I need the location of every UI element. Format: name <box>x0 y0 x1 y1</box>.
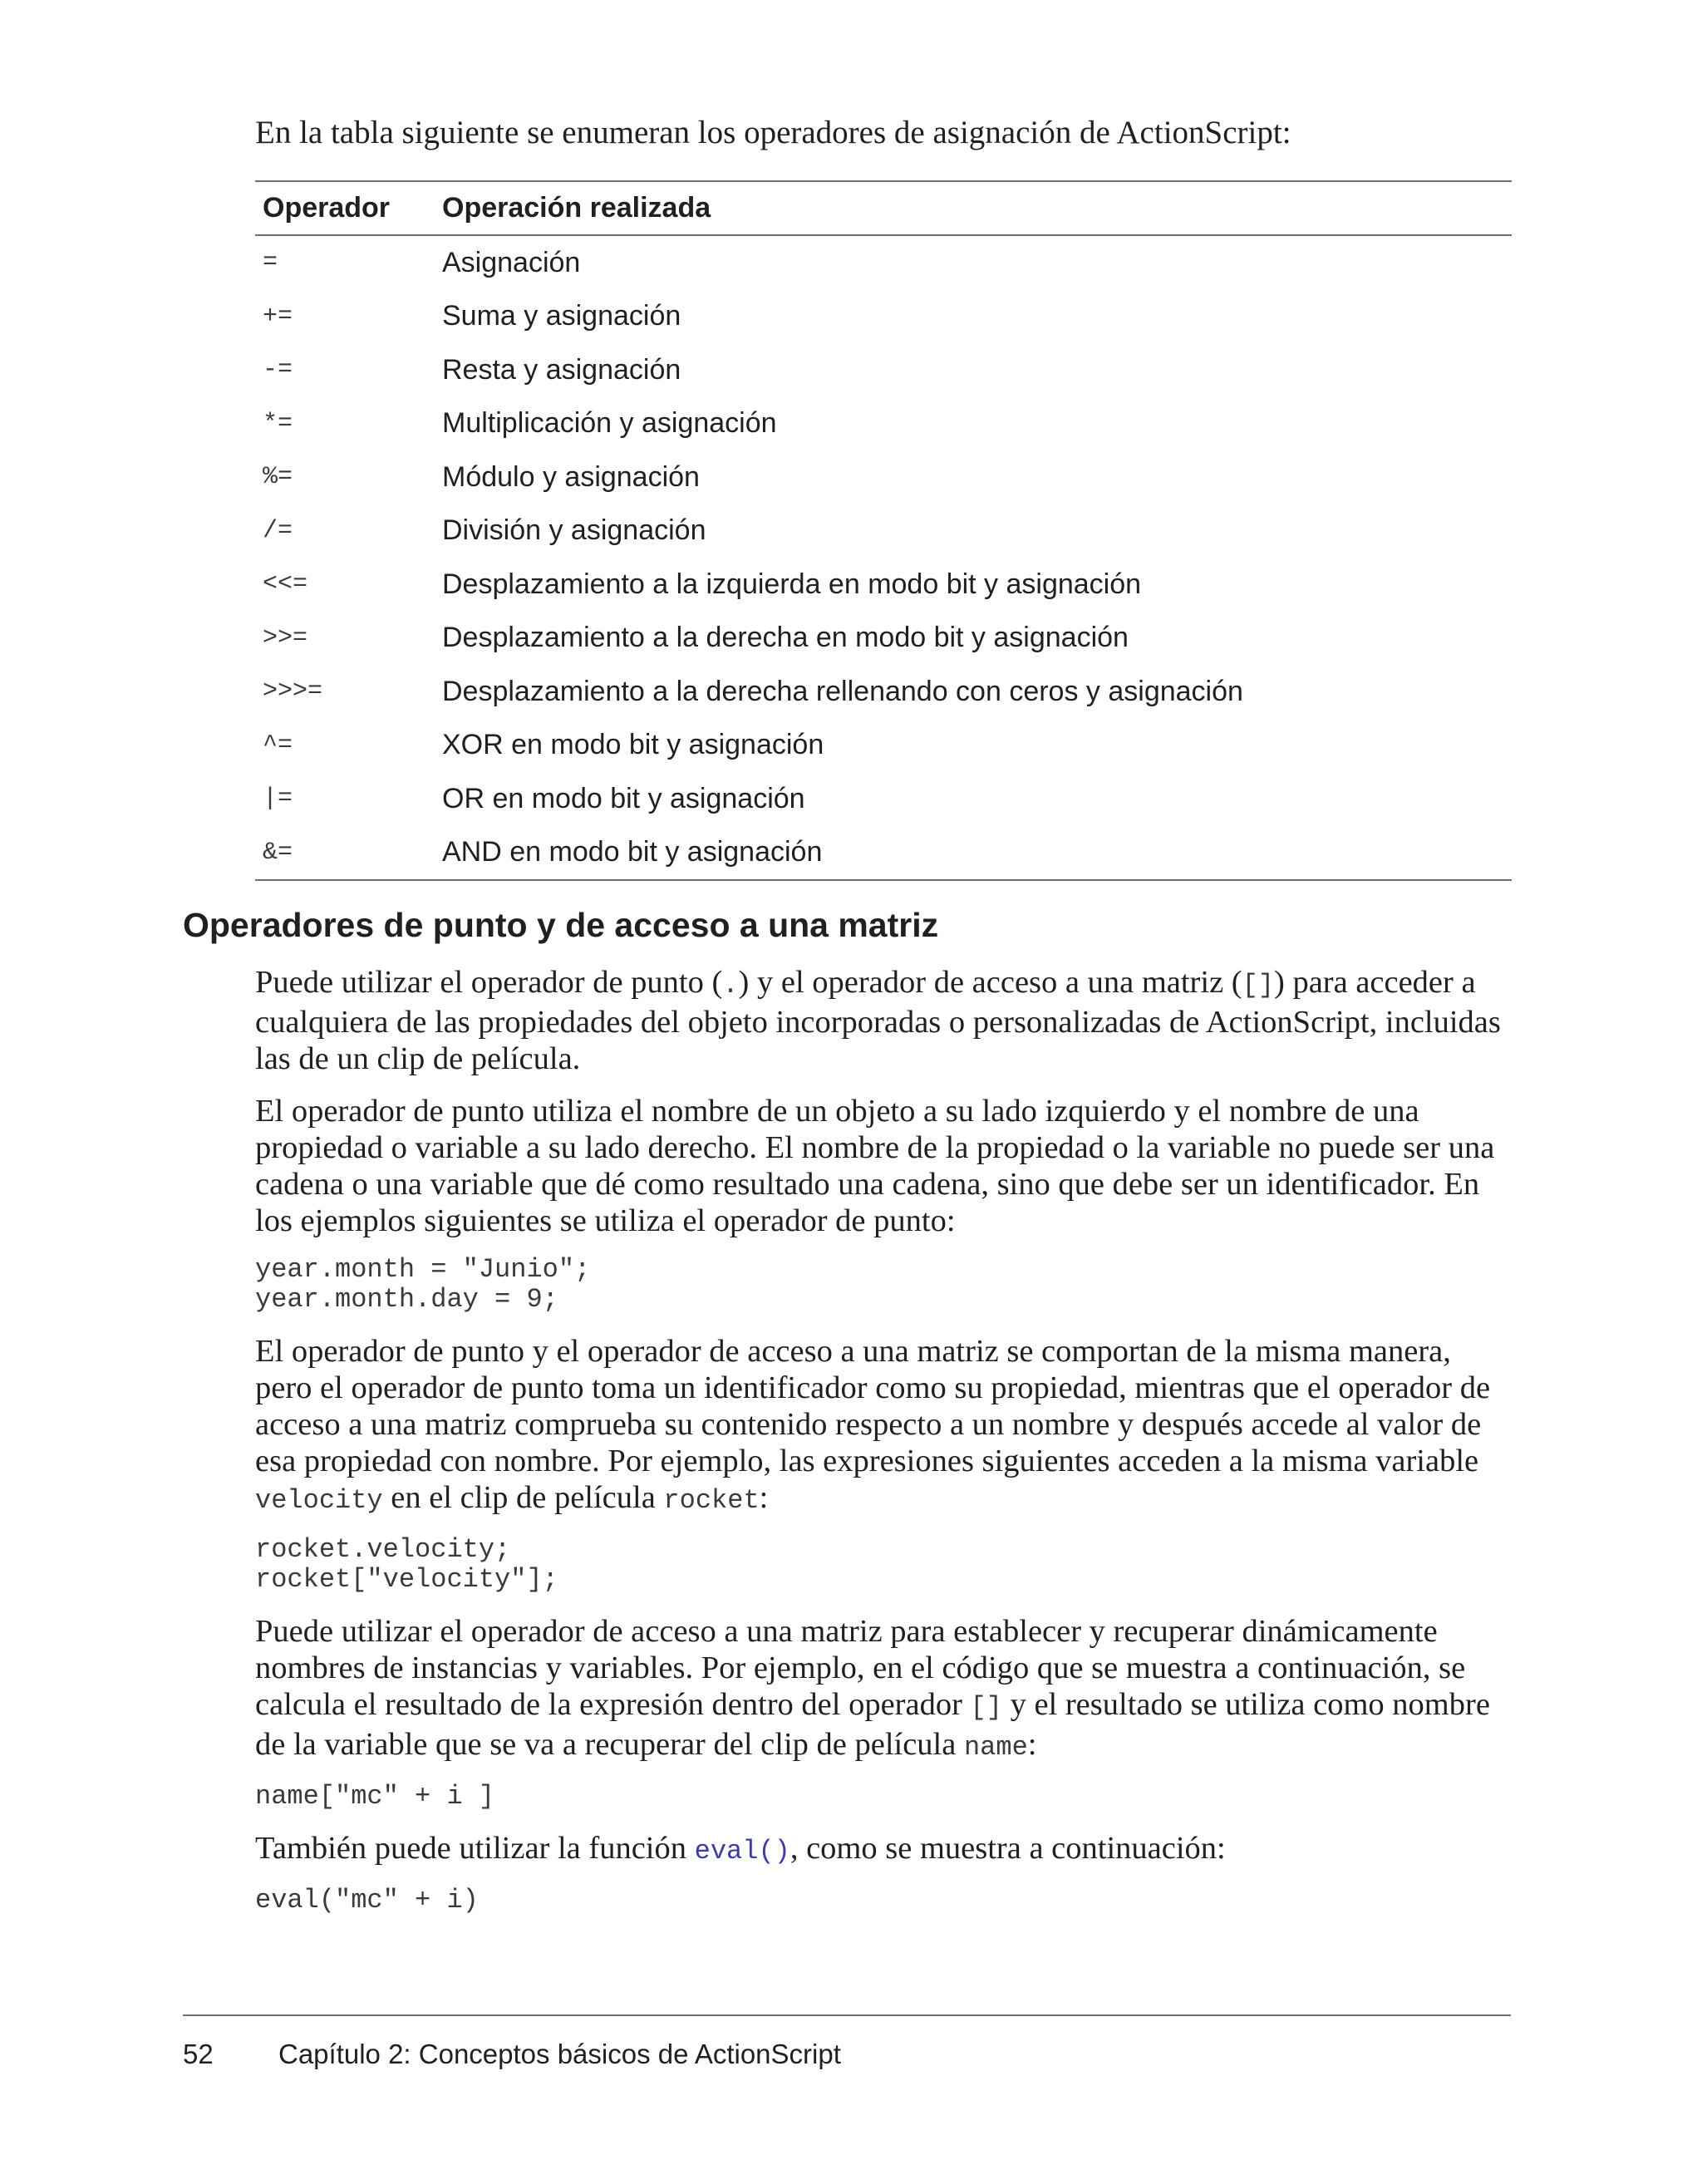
operator-cell: = <box>263 248 278 278</box>
operation-cell: XOR en modo bit y asignación <box>442 729 824 761</box>
table-row <box>255 450 1512 504</box>
assignment-operators-table <box>255 180 1512 881</box>
inline-code-velocity: velocity <box>255 1485 383 1516</box>
table-row <box>255 235 1512 290</box>
table-row <box>255 343 1512 397</box>
code-example-name: name["mc" + i ] <box>255 1781 495 1812</box>
paragraph-dot-array-intro: Puede utilizar el operador de punto (.) y el operador de acceso a una matriz ([]) para acceder a cualquiera de las propiedades del objeto incorporadas o personalizadas de ActionScript, incluidas las de un clip de película. <box>255 965 1501 1076</box>
code-example-eval: eval("mc" + i) <box>255 1885 479 1916</box>
operation-cell: División y asignación <box>442 514 706 547</box>
operator-cell: /= <box>263 516 293 545</box>
paragraph-dot-operator: El operador de punto utiliza el nombre de un objeto a su lado izquierdo y el nombre de una propiedad o variable a su lado derecho. El nombre de la propiedad o la variable no puede ser una cadena o una variable que dé como resultado una cadena, sino que debe ser un identificador. En los ejemplos siguientes se utiliza el operador de punto: <box>255 1094 1495 1238</box>
table-row <box>255 772 1512 826</box>
page-number: 52 <box>183 2039 214 2069</box>
paragraph-dynamic-names: Puede utilizar el operador de acceso a una matriz para establecer y recuperar dinámicamente nombres de instancias y variables. Por ejemplo, en el código que se muestra a continuación, se calcula el resultado de la expresión dentro del operador [] y el resultado se utiliza como nombre de la variable que se va a recuperar del clip de película name: <box>255 1614 1490 1763</box>
operator-cell: >>= <box>263 623 308 652</box>
operator-cell: &= <box>255 826 435 881</box>
operation-cell: OR en modo bit y asignación <box>442 782 805 814</box>
operation-cell: Asignación <box>442 246 581 278</box>
operation-cell: Desplazamiento a la izquierda en modo bit y asignación <box>442 568 1142 600</box>
table-header-row <box>255 181 1512 235</box>
inline-code-rocket: rocket <box>663 1485 760 1516</box>
intro-paragraph: En la tabla siguiente se enumeran los operadores de asignación de ActionScript: <box>255 115 1291 150</box>
column-header-operator: Operador <box>255 181 435 235</box>
column-header-operation: Operación realizada <box>435 181 1512 235</box>
table-row <box>255 504 1512 558</box>
operation-cell: Resta y asignación <box>442 353 681 386</box>
operator-cell: <<= <box>263 570 308 599</box>
code-example-year: year.month = "Junio"; year.month.day = 9; <box>255 1254 591 1315</box>
table-row <box>255 397 1512 451</box>
paragraph-eval: También puede utilizar la función eval(), como se muestra a continuación: <box>255 1831 1226 1867</box>
operation-cell: Módulo y asignación <box>442 460 700 493</box>
inline-code-brackets: [] <box>1242 970 1275 1001</box>
page-footer <box>183 2036 841 2073</box>
table-row <box>255 719 1512 773</box>
operation-cell: Suma y asignación <box>442 300 681 332</box>
inline-code-name: name <box>963 1732 1028 1763</box>
operator-cell: >>>= <box>263 677 323 706</box>
operation-cell: Desplazamiento a la derecha rellenando con ceros y asignación <box>442 675 1243 707</box>
operator-cell: |= <box>263 785 293 814</box>
operation-cell: AND en modo bit y asignación <box>435 826 1512 881</box>
operator-cell: *= <box>263 409 293 438</box>
operator-cell: ^= <box>263 730 293 760</box>
operator-cell: -= <box>263 356 293 385</box>
operation-cell: Multiplicación y asignación <box>442 407 777 440</box>
operator-cell: %= <box>263 463 293 492</box>
eval-function-link[interactable]: eval() <box>694 1836 790 1867</box>
paragraph-comparison: El operador de punto y el operador de acceso a una matriz se comportan de la misma manera, pero el operador de punto toma un identificador como su propiedad, mientras que el operador de acceso a una matriz comprueba su contenido respecto a un nombre y después accede al valor de esa propiedad con nombre. Por ejemplo, las expresiones siguientes acceden a la misma variable velocity en el clip de película rocket: <box>255 1334 1491 1516</box>
inline-code-brackets: [] <box>970 1692 1002 1723</box>
table-row <box>255 558 1512 612</box>
section-heading: Operadores de punto y de acceso a una matriz <box>183 906 939 944</box>
section-body <box>255 964 1514 1934</box>
chapter-title: Capítulo 2: Conceptos básicos de ActionScript <box>278 2039 841 2069</box>
table-row <box>255 612 1512 666</box>
operator-cell: += <box>263 302 293 331</box>
inline-code-dot: . <box>722 970 739 1001</box>
footer-divider <box>183 2014 1511 2016</box>
table-row <box>255 290 1512 344</box>
table-row <box>255 826 1512 881</box>
code-example-rocket: rocket.velocity; rocket["velocity"]; <box>255 1534 558 1595</box>
operation-cell: Desplazamiento a la derecha en modo bit y asignación <box>442 622 1129 654</box>
table-row <box>255 665 1512 719</box>
